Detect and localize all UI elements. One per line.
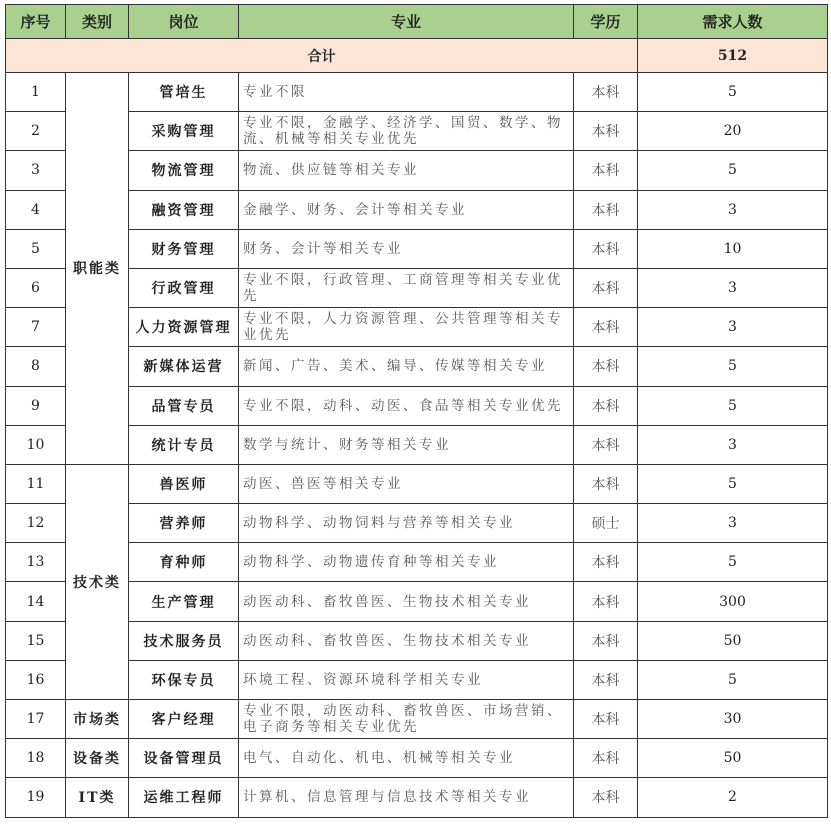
position-cell: 统计专员 — [129, 425, 239, 464]
header-major: 专业 — [239, 5, 574, 39]
education-cell: 本科 — [574, 700, 638, 739]
row-no: 9 — [6, 386, 66, 425]
count-cell: 3 — [638, 268, 828, 307]
count-cell: 3 — [638, 425, 828, 464]
position-cell: 管培生 — [129, 73, 239, 112]
position-cell: 技术服务员 — [129, 621, 239, 660]
row-no: 15 — [6, 621, 66, 660]
recruitment-table — [5, 4, 828, 818]
row-no: 16 — [6, 660, 66, 699]
total-row — [6, 39, 828, 73]
count-cell: 5 — [638, 660, 828, 699]
table-row — [6, 621, 828, 660]
position-cell: 运维工程师 — [129, 778, 239, 817]
major-cell: 财务、会计等相关专业 — [239, 229, 574, 268]
count-cell: 5 — [638, 386, 828, 425]
position-cell: 营养师 — [129, 504, 239, 543]
position-cell: 行政管理 — [129, 268, 239, 307]
category-cell: 设备类 — [66, 739, 129, 778]
major-cell: 数学与统计、财务等相关专业 — [239, 425, 574, 464]
major-cell: 专业不限，行政管理、工商管理等相关专业优先 — [239, 268, 574, 307]
count-cell: 5 — [638, 464, 828, 503]
major-cell: 专业不限，动医动科、畜牧兽医、市场营销、电子商务等相关专业优先 — [239, 700, 574, 739]
count-cell: 50 — [638, 621, 828, 660]
position-cell: 采购管理 — [129, 112, 239, 151]
row-no: 10 — [6, 425, 66, 464]
count-cell: 20 — [638, 112, 828, 151]
row-no: 5 — [6, 229, 66, 268]
row-no: 7 — [6, 308, 66, 347]
education-cell: 本科 — [574, 621, 638, 660]
table-row — [6, 190, 828, 229]
category-cell: 技术类 — [66, 464, 129, 699]
table-row — [6, 543, 828, 582]
major-cell: 专业不限 — [239, 73, 574, 112]
table-row — [6, 386, 828, 425]
header-no: 序号 — [6, 5, 66, 39]
header-category: 类别 — [66, 5, 129, 39]
position-cell: 生产管理 — [129, 582, 239, 621]
position-cell: 新媒体运营 — [129, 347, 239, 386]
major-cell: 专业不限，人力资源管理、公共管理等相关专业优先 — [239, 308, 574, 347]
count-cell: 3 — [638, 190, 828, 229]
table-row — [6, 308, 828, 347]
table-row — [6, 660, 828, 699]
major-cell: 动医、兽医等相关专业 — [239, 464, 574, 503]
total-label: 合计 — [6, 39, 638, 73]
major-cell: 金融学、财务、会计等相关专业 — [239, 190, 574, 229]
major-cell: 动物科学、动物饲料与营养等相关专业 — [239, 504, 574, 543]
count-cell: 3 — [638, 308, 828, 347]
category-cell: IT类 — [66, 778, 129, 817]
count-cell: 3 — [638, 504, 828, 543]
major-cell: 动物科学、动物遗传育种等相关专业 — [239, 543, 574, 582]
row-no: 11 — [6, 464, 66, 503]
major-cell: 电气、自动化、机电、机械等相关专业 — [239, 739, 574, 778]
position-cell: 人力资源管理 — [129, 308, 239, 347]
table-row — [6, 151, 828, 190]
position-cell: 融资管理 — [129, 190, 239, 229]
education-cell: 本科 — [574, 660, 638, 699]
count-cell: 300 — [638, 582, 828, 621]
table-row — [6, 347, 828, 386]
row-no: 18 — [6, 739, 66, 778]
category-cell: 职能类 — [66, 73, 129, 465]
row-no: 17 — [6, 700, 66, 739]
category-cell: 市场类 — [66, 700, 129, 739]
count-cell: 50 — [638, 739, 828, 778]
table-row — [6, 582, 828, 621]
table-row — [6, 504, 828, 543]
education-cell: 本科 — [574, 778, 638, 817]
count-cell: 5 — [638, 347, 828, 386]
position-cell: 物流管理 — [129, 151, 239, 190]
education-cell: 本科 — [574, 425, 638, 464]
row-no: 6 — [6, 268, 66, 307]
position-cell: 育种师 — [129, 543, 239, 582]
education-cell: 本科 — [574, 347, 638, 386]
table-row — [6, 700, 828, 739]
row-no: 13 — [6, 543, 66, 582]
position-cell: 财务管理 — [129, 229, 239, 268]
count-cell: 2 — [638, 778, 828, 817]
education-cell: 本科 — [574, 73, 638, 112]
major-cell: 专业不限，动科、动医、食品等相关专业优先 — [239, 386, 574, 425]
education-cell: 硕士 — [574, 504, 638, 543]
table-row — [6, 112, 828, 151]
table-row — [6, 268, 828, 307]
education-cell: 本科 — [574, 739, 638, 778]
count-cell: 5 — [638, 151, 828, 190]
count-cell: 5 — [638, 543, 828, 582]
education-cell: 本科 — [574, 582, 638, 621]
table-row — [6, 739, 828, 778]
major-cell: 专业不限，金融学、经济学、国贸、数学、物流、机械等相关专业优先 — [239, 112, 574, 151]
header-count: 需求人数 — [638, 5, 828, 39]
education-cell: 本科 — [574, 151, 638, 190]
count-cell: 5 — [638, 73, 828, 112]
position-cell: 品管专员 — [129, 386, 239, 425]
header-education: 学历 — [574, 5, 638, 39]
education-cell: 本科 — [574, 386, 638, 425]
major-cell: 动医动科、畜牧兽医、生物技术相关专业 — [239, 582, 574, 621]
header-row — [6, 5, 828, 39]
row-no: 3 — [6, 151, 66, 190]
total-count: 512 — [638, 39, 828, 73]
education-cell: 本科 — [574, 229, 638, 268]
count-cell: 30 — [638, 700, 828, 739]
table-row — [6, 229, 828, 268]
row-no: 4 — [6, 190, 66, 229]
education-cell: 本科 — [574, 112, 638, 151]
education-cell: 本科 — [574, 190, 638, 229]
major-cell: 新闻、广告、美术、编导、传媒等相关专业 — [239, 347, 574, 386]
table-row — [6, 464, 828, 503]
row-no: 2 — [6, 112, 66, 151]
table-row — [6, 425, 828, 464]
position-cell: 环保专员 — [129, 660, 239, 699]
count-cell: 10 — [638, 229, 828, 268]
education-cell: 本科 — [574, 543, 638, 582]
major-cell: 计算机、信息管理与信息技术等相关专业 — [239, 778, 574, 817]
position-cell: 客户经理 — [129, 700, 239, 739]
major-cell: 动医动科、畜牧兽医、生物技术相关专业 — [239, 621, 574, 660]
major-cell: 环境工程、资源环境科学相关专业 — [239, 660, 574, 699]
position-cell: 兽医师 — [129, 464, 239, 503]
row-no: 19 — [6, 778, 66, 817]
education-cell: 本科 — [574, 268, 638, 307]
position-cell: 设备管理员 — [129, 739, 239, 778]
row-no: 14 — [6, 582, 66, 621]
table-row — [6, 778, 828, 817]
major-cell: 物流、供应链等相关专业 — [239, 151, 574, 190]
education-cell: 本科 — [574, 308, 638, 347]
row-no: 8 — [6, 347, 66, 386]
row-no: 1 — [6, 73, 66, 112]
education-cell: 本科 — [574, 464, 638, 503]
table-row — [6, 73, 828, 112]
header-position: 岗位 — [129, 5, 239, 39]
row-no: 12 — [6, 504, 66, 543]
